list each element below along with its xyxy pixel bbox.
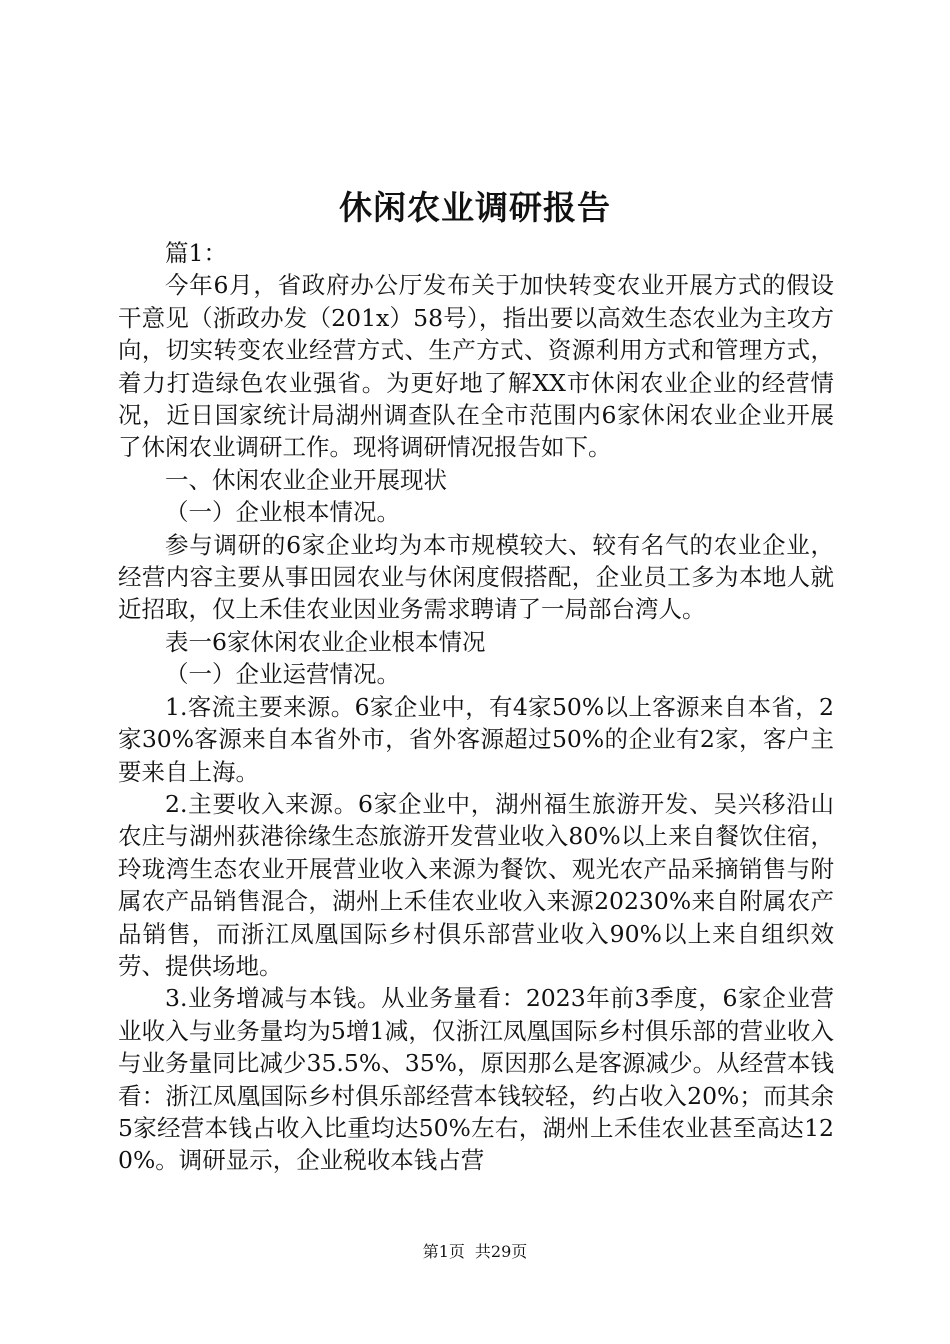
page-number: 第1页 <box>422 1242 465 1261</box>
subheading-basic-situation: （一）企业根本情况。 <box>165 498 400 527</box>
customer-source-paragraph: 1.客流主要来源。6家企业中，有4家50%以上客源来自本省，2家30%客源来自本省外市，省外客源超过50%的企业有2家，客户主要来自上海。 <box>118 692 834 786</box>
basic-situation-paragraph: 参与调研的6家企业均为本市规模较大、较有名气的农业企业，经营内容主要从事田园农业与休闲度假搭配，企业员工多为本地人就近招取，仅上禾佳农业因业务需求聘请了一局部台湾人。 <box>118 530 834 624</box>
table-caption: 表一6家休闲农业企业根本情况 <box>165 627 486 656</box>
document-body <box>118 237 834 1177</box>
heading-development-status: 一、休闲农业企业开展现状 <box>165 465 447 494</box>
intro-paragraph: 今年6月，省政府办公厅发布关于加快转变农业开展方式的假设干意见（浙政办发（201x）58号），指出要以高效生态农业为主攻方向，切实转变农业经营方式、生产方式、资源利用方式和管理方式，着力打造绿色农业强省。为更好地了解XX市休闲农业企业的经营情况，近日国家统计局湖州调查队在全市范围内6家休闲农业企业开展了休闲农业调研工作。现将调研情况报告如下。 <box>118 271 834 462</box>
subheading-operations: （一）企业运营情况。 <box>165 660 400 689</box>
page-total: 共29页 <box>474 1242 528 1261</box>
document-title: 休闲农业调研报告 <box>339 188 611 227</box>
section-label-paragraph: 篇1： <box>165 239 227 267</box>
business-cost-paragraph: 3.业务增减与本钱。从业务量看：2023年前3季度，6家企业营业收入与业务量均为5增1减，仅浙江凤凰国际乡村俱乐部的营业收入与业务量同比减少35.5%、35%，原因那么是客源减少。从经营本钱看：浙江凤凰国际乡村俱乐部经营本钱较轻，约占收入20%；而其余5家经营本钱占收入比重均达50%左右，湖州上禾佳农业甚至高达120%。调研显示，企业税收本钱占营 <box>118 984 834 1175</box>
revenue-source-paragraph: 2.主要收入来源。6家企业中，湖州福生旅游开发、吴兴移沿山农庄与湖州荻港徐缘生态旅游开发营业收入80%以上来自餐饮住宿，玲珑湾生态农业开展营业收入来源为餐饮、观光农产品采摘销售与附属农产品销售混合，湖州上禾佳农业收入来源20230%来自附属农产品销售，而浙江凤凰国际乡村俱乐部营业收入90%以上来自组织效劳、提供场地。 <box>118 789 834 980</box>
page-footer <box>0 1240 950 1264</box>
